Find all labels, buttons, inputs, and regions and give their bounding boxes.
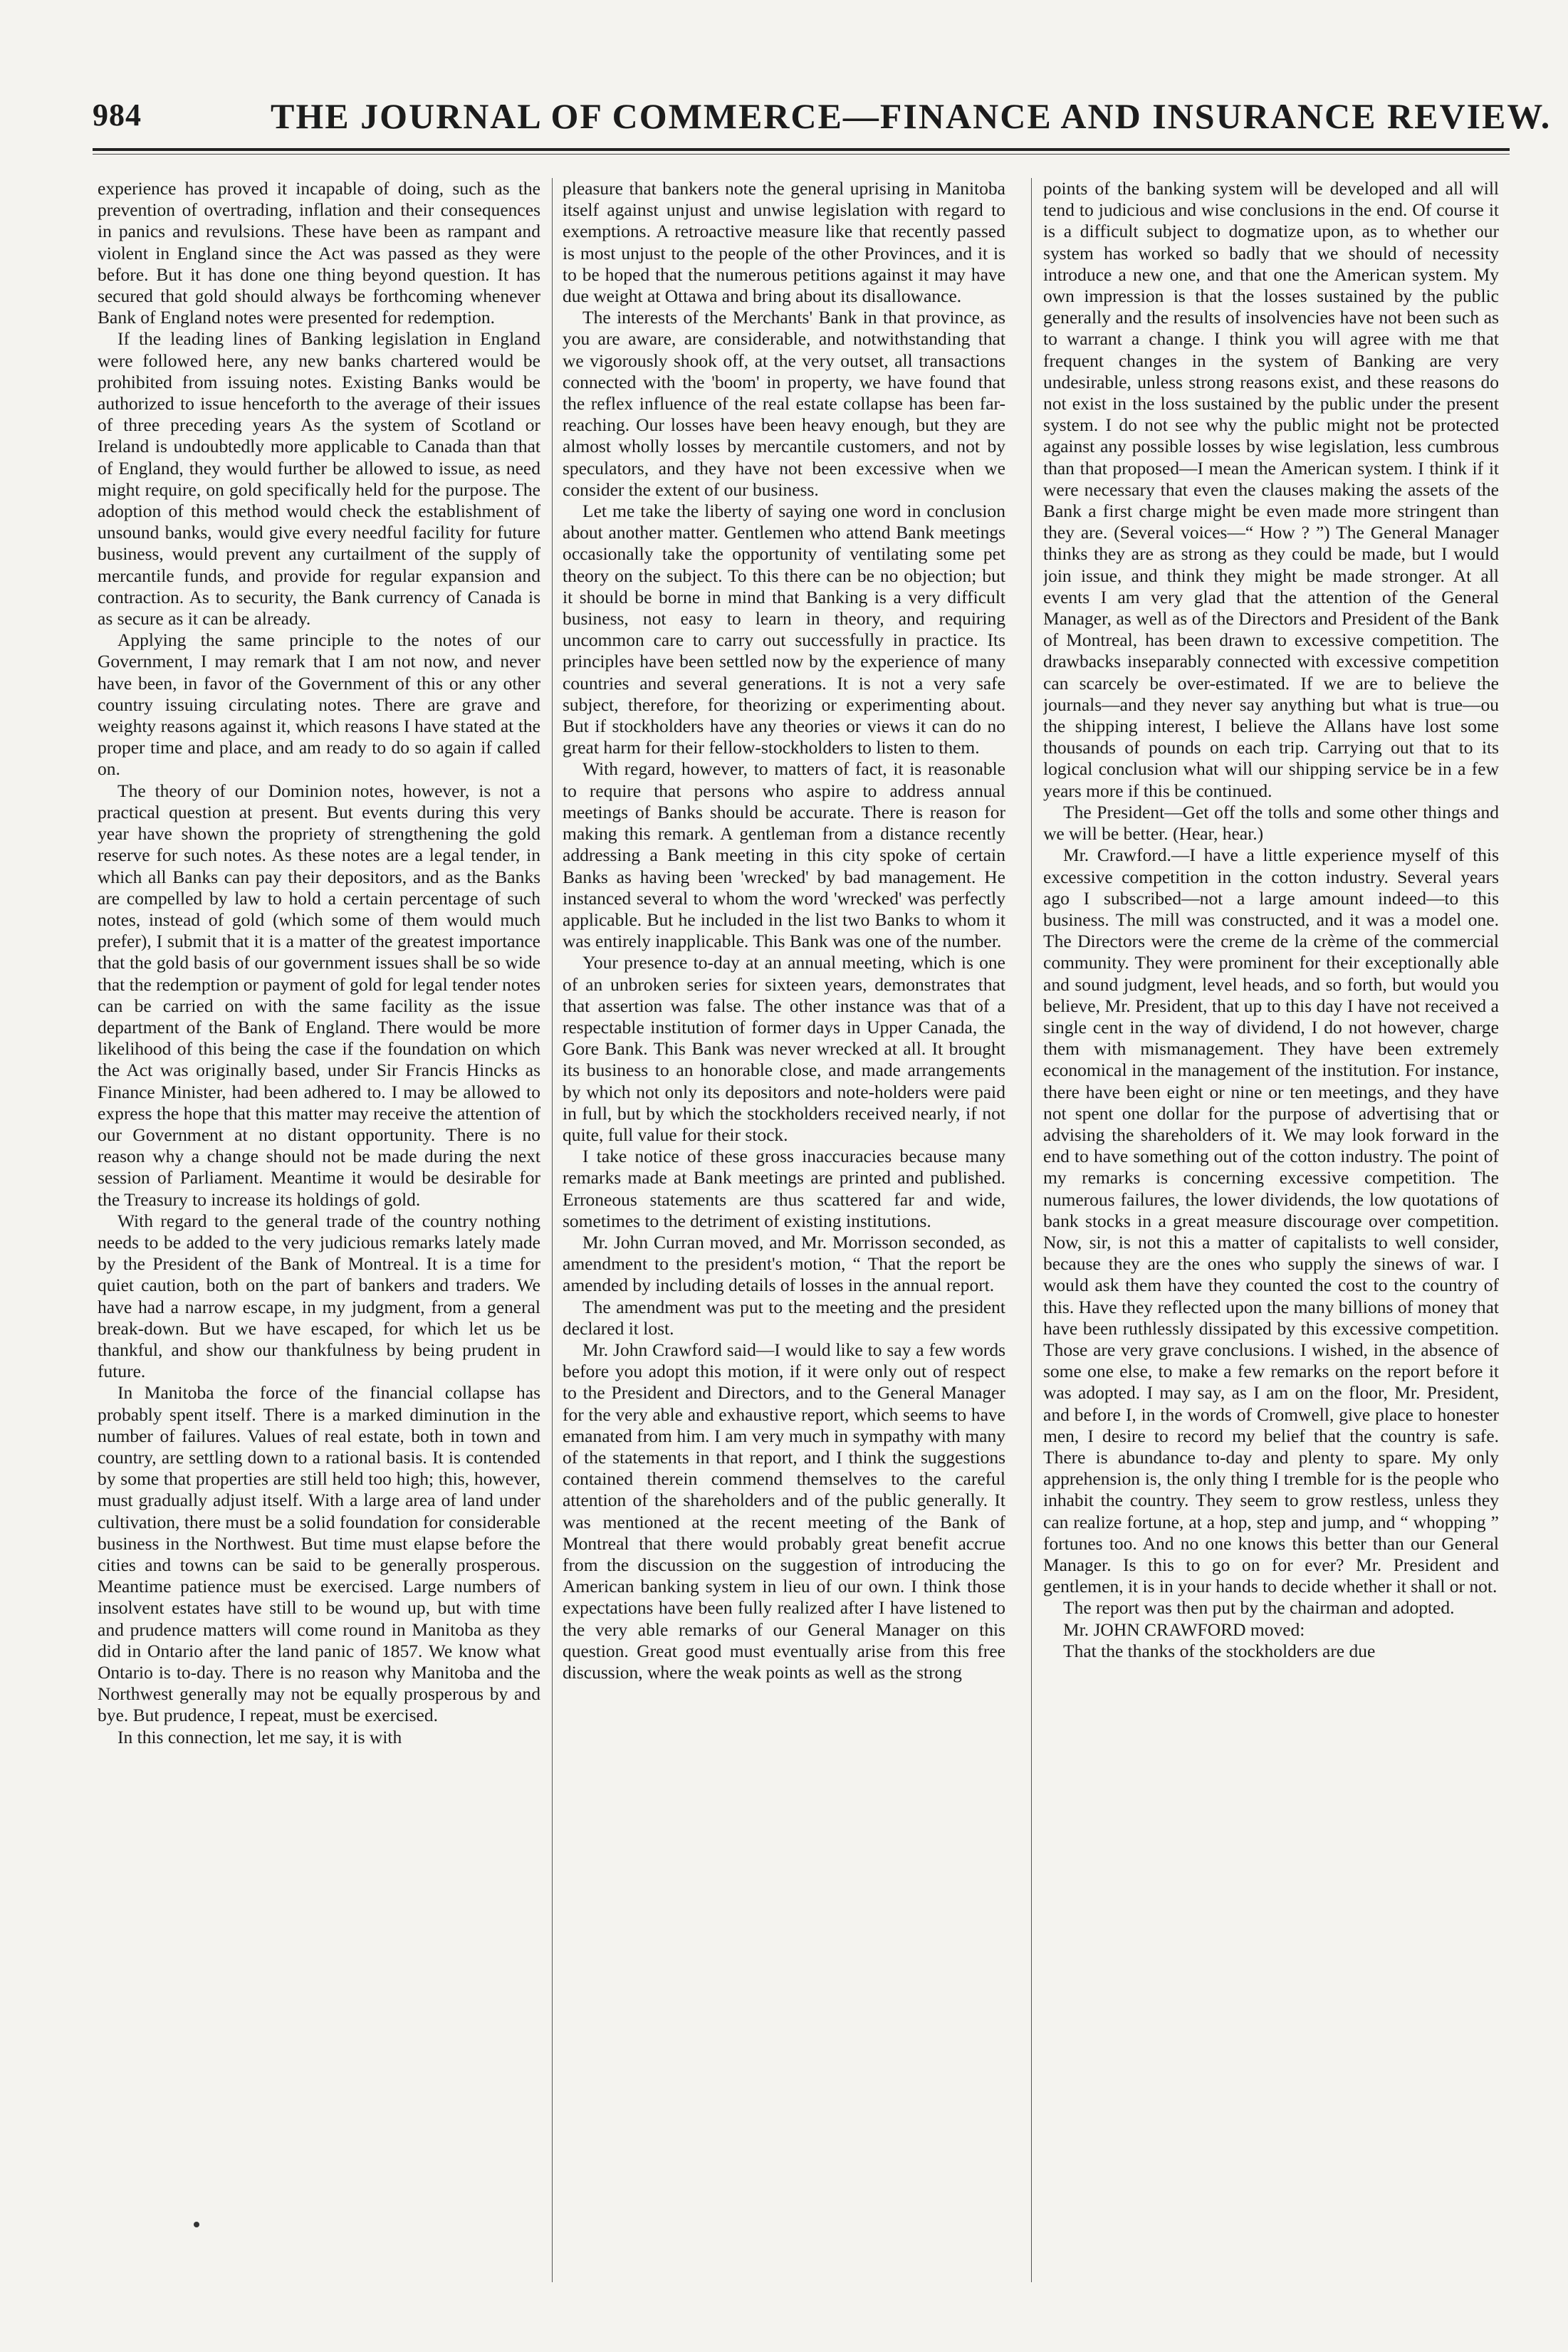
- paragraph: In this connection, let me say, it is with: [117, 1726, 402, 1747]
- column-middle: [563, 178, 1005, 2282]
- page-header: [93, 93, 1552, 142]
- column-left: [98, 178, 540, 2282]
- paragraph: I take notice of these gross inaccuracies because many remarks made at Bank meetings are printed and published. Erroneous statements are thus scattered far and wide, sometimes to the detriment of existing institutions.: [563, 1146, 1005, 1231]
- paragraph: The report was then put by the chairman and adopted.: [1063, 1597, 1455, 1619]
- page-number: 984: [93, 98, 142, 132]
- header-rule: [93, 148, 1510, 151]
- paragraph: In Manitoba the force of the financial collapse has probably spent itself. There is a marked diminution in the number of failures. Values of real estate, both in town and country, are settling down to a rational basis. It is contended by some that properties are still held too high; this, however, must gradually adjust itself. With a large area of land under cultivation, there must be a solid foundation for considerable business in the Northwest. But time must elapse before the cities and towns can be said to be generally prosperous. Meantime patience must be exercised. Large numbers of insolvent estates have still to be wound up, but with time and prudence matters will come round in Manitoba as they did in Ontario after the land panic of 1857. We know what Ontario is to-day. There is no reason why Manitoba and the Northwest generally may not be equally prosperous by and bye. But prudence, I repeat, must be exercised.: [98, 1382, 540, 1726]
- paragraph: Mr. John Curran moved, and Mr. Morrisson seconded, as amendment to the president's motion, “ That the report be amended by including details of losses in the annual report.: [563, 1231, 1005, 1296]
- paragraph: The interests of the Merchants' Bank in that province, as you are aware, are considerable, and notwithstanding that we vigorously shook off, at the very outset, all transactions connected with the 'boom' in property, we have found that the reflex influence of the real estate collapse has been far-reaching. Our losses have been heavy enough, but they are almost wholly losses by mercantile customers, and not by speculators, and they have not been excessive when we consider the extent of our business.: [563, 307, 1005, 500]
- ink-dot: [194, 2222, 199, 2227]
- paragraph: points of the banking system will be developed and all will tend to judicious and wise conclusions in the end. Of course it is a difficult subject to dogmatize upon, as to whether our system has worked so badly that we should of necessity introduce a new one, and that one the American system. My own impression is that the losses sustained by the public generally and the results of insolvencies have not been such as to warrant a change. I think you will agree with me that frequent changes in the system of Banking are very undesirable, unless strong reasons exist, and these reasons do not exist in the loss sustained by the public under the present system. I do not see why the public might not be protected against any possible losses by wise legislation, less cumbrous than that proposed—I mean the American system. I think if it were necessary that even the clauses making the assets of the Bank a first charge might be even made more stringent than they are. (Several voices—“ How ? ”) The General Manager thinks they are as strong as they could be made, but I would join issue, and think they might be made stronger. At all events I am very glad that the attention of the General Manager, as well as of the Directors and President of the Bank of Montreal, has been drawn to excessive competition. The drawbacks inseparably connected with excessive competition can scarcely be over-estimated. If we are to believe the journals—and they never say anything but what is true—ou the shipping interest, I believe the Allans have lost some thousands of pounds on each trip. Carrying out that to its logical conclusion what will our shipping service be in a few years more if this be continued.: [1043, 178, 1499, 801]
- paragraph: Let me take the liberty of saying one word in conclusion about another matter. Gentlemen who attend Bank meetings occasionally take the opportunity of ventilating some pet theory on the subject. To this there can be no objection; but it should be borne in mind that Banking is a very difficult business, not easy to learn in theory, and requiring uncommon care to carry out successfully in practice. Its principles have been settled now by the experience of many countries and several generations. It is not a very safe subject, therefore, for theorizing or experimenting about. But if stockholders have any theories or views it can do no great harm for their fellow-stockholders to listen to them.: [563, 501, 1005, 758]
- paragraph: If the leading lines of Banking legislation in England were followed here, any new banks chartered would be prohibited from issuing notes. Existing Banks would be authorized to issue henceforth to the average of their issues of three preceding years As the system of Scotland or Ireland is undoubtedly more applicable to Canada than that of England, they would further be allowed to issue, as need might require, on gold specifically held for the purpose. The adoption of this method would check the establishment of unsound banks, would give every needful facility for future business, would prevent any curtailment of the supply of mercantile funds, and provide for regular expansion and contraction. As to security, the Bank currency of Canada is as secure as it can be already.: [98, 328, 540, 629]
- paragraph: Your presence to-day at an annual meeting, which is one of an unbroken series for sixteen years, demonstrates that that assertion was false. The other instance was that of a respectable institution of former days in Upper Canada, the Gore Bank. This Bank was never wrecked at all. It brought its business to an honorable close, and made arrangements by which not only its depositors and note-holders were paid in full, but by which the stockholders received nearly, if not quite, full value for their stock.: [563, 952, 1005, 1145]
- paragraph: pleasure that bankers note the general uprising in Manitoba itself against unjust and unwise legislation with regard to exemptions. A retroactive measure like that recently passed is most unjust to the people of the other Provinces, and it is to be hoped that the numerous petitions against it may have due weight at Ottawa and bring about its disallowance.: [563, 178, 1005, 307]
- paragraph: With regard, however, to matters of fact, it is reasonable to require that persons who aspire to address annual meetings of Banks should be accurate. There is reason for making this remark. A gentleman from a distance recently addressing a Bank meeting in this city spoke of certain Banks as having been 'wrecked' by bad management. He instanced several to whom the word 'wrecked' was perfectly applicable. But he included in the list two Banks to whom it was entirely inapplicable. This Bank was one of the number.: [563, 758, 1005, 952]
- paragraph: experience has proved it incapable of doing, such as the prevention of overtrading, inflation and their consequences in panics and revulsions. These have been as rampant and violent in England since the Act was passed as they were before. But it has done one thing beyond question. It has secured that gold should always be forthcoming whenever Bank of England notes were presented for redemption.: [98, 178, 540, 328]
- journal-title: THE JOURNAL OF COMMERCE—FINANCE AND INSURANCE REVIEW.: [271, 96, 1552, 136]
- paragraph: The amendment was put to the meeting and the president declared it lost.: [563, 1296, 1005, 1339]
- paragraph: With regard to the general trade of the country nothing needs to be added to the very judicious remarks lately made by the President of the Bank of Montreal. It is a time for quiet caution, both on the part of bankers and traders. We have had a narrow escape, in my judgment, from a general break-down. But we have escaped, for which let us be thankful, and show our thankfulness by being prudent in future.: [98, 1210, 540, 1382]
- column-divider: [1031, 178, 1032, 2282]
- paragraph: The theory of our Dominion notes, however, is not a practical question at present. But events during this very year have shown the propriety of strengthening the gold reserve for such notes. As these notes are a legal tender, in which all Banks can pay their depositors, and as the Banks are compelled by law to hold a certain percentage of such notes, instead of gold (which some of them would much prefer), I submit that it is a matter of the greatest importance that the gold basis of our government issues shall be so wide that the redemption or payment of gold for legal tender notes can be carried on with the same facility as the issue department of the Bank of England. There would be more likelihood of this being the case if the foundation on which the Act was originally based, under Sir Francis Hincks as Finance Minister, had been adhered to. I may be allowed to express the hope that this matter may receive the attention of our Government at no distant opportunity. There is no reason why a change should not be made during the next session of Parliament. Meantime it would be desirable for the Treasury to increase its holdings of gold.: [98, 780, 540, 1210]
- paragraph: Mr. Crawford.—I have a little experience myself of this excessive competition in the cotton industry. Several years ago I subscribed—not a large amount indeed—to this business. The mill was constructed, and it was a model one. The Directors were the creme de la crème of the commercial community. They were prominent for their exceptionally able and sound judgment, level heads, and so forth, but would you believe, Mr. President, that up to this day I have not received a single cent in the way of dividend, I do not however, charge them with mismanagement. They have been extremely economical in the management of the institution. For instance, there have been eight or nine or ten meetings, and they have not spent one dollar for the purpose of advertising that or advising the shareholders of it. We may look forward in the end to have something out of the cotton industry. The point of my remarks is concerning excessive competition. The numerous failures, the lower dividends, the low quotations of bank stocks in a great measure discourage over competition. Now, sir, is not this a matter of capitalists to well consider, because they are the ones who supply the sinews of war. I would ask them have they counted the cost to the country of this. Have they reflected upon the many billions of money that have been ruthlessly dissipated by this excessive competition. Those are very grave conclusions. I wished, in the absence of some one else, to make a few remarks on the report before it was adopted. I may say, as I am on the floor, Mr. President, and before I, in the words of Cromwell, give place to honester men, I desire to record my belief that the country is safe. There is abundance to-day and plenty to spare. My only apprehension is, the only thing I tremble for is the people who inhabit the country. They seem to grow restless, unless they can realize fortune, at a hop, step and jump, and “ whopping ” fortunes too. And no one knows this better than our General Manager. Is this to go on for ever? Mr. President and gentlemen, it is in your hands to decide whether it shall or not.: [1043, 845, 1499, 1597]
- paragraph: Applying the same principle to the notes of our Government, I may remark that I am not now, and never have been, in favor of the Government of this or any other country issuing circulating notes. There are grave and weighty reasons against it, which reasons I have stated at the proper time and place, and am ready to do so again if called on.: [98, 629, 540, 780]
- paragraph: The President—Get off the tolls and some other things and we will be better. (Hear, hear.): [1043, 801, 1499, 845]
- paragraph: Mr. John Crawford said—I would like to say a few words before you adopt this motion, if it were only out of respect to the President and Directors, and to the General Manager for the very able and exhaustive report, which seems to have emanated from him. I am very much in sympathy with many of the statements in that report, and I think the suggestions contained therein commend themselves to the careful attention of the shareholders and of the public generally. It was mentioned at the recent meeting of the Bank of Montreal that there would probably great benefit accrue from the discussion on the suggestion of introducing the American banking system in lieu of our own. I think those expectations have been fully realized after I have listened to the very able remarks of our General Manager on this question. Great good must eventually arise from this free discussion, where the weak points as well as the strong: [563, 1339, 1005, 1683]
- column-divider: [552, 178, 553, 2282]
- paragraph: Mr. JOHN CRAWFORD moved:: [1063, 1619, 1305, 1640]
- header-rule-thin: [93, 154, 1510, 155]
- column-right: [1043, 178, 1499, 2282]
- paragraph: That the thanks of the stockholders are due: [1063, 1640, 1376, 1661]
